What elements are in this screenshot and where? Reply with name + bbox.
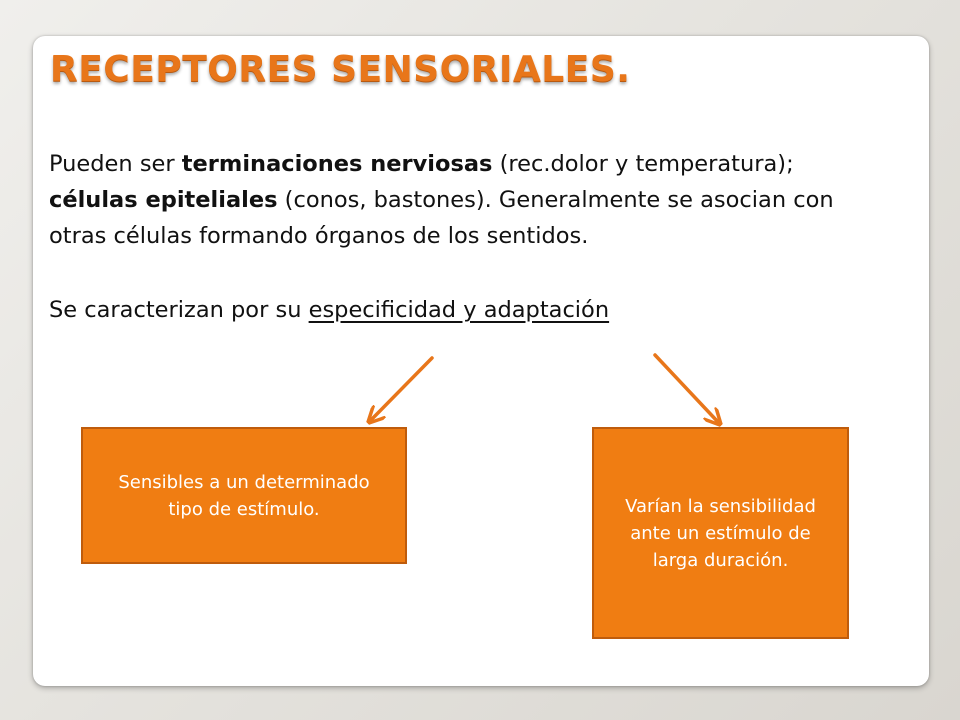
box-especificidad-text: Sensibles a un determinado tipo de estímulo. (118, 471, 370, 520)
paragraph-types (49, 146, 869, 254)
paragraph-characteristics (49, 292, 869, 328)
text-run: Pueden ser (49, 151, 182, 177)
text-run: Se caracterizan por su (49, 297, 309, 323)
box-adaptacion (592, 427, 849, 639)
slide-title: RECEPTORES SENSORIALES. (50, 49, 631, 90)
bold-term-celulas: células epiteliales (49, 187, 278, 213)
text-run: (rec.dolor y temperatura); (492, 151, 794, 177)
box-especificidad (81, 427, 407, 564)
box-adaptacion-text: Varían la sensibilidad ante un estímulo de larga duración. (625, 495, 816, 571)
paragraph-gap (49, 254, 869, 292)
slide-body (49, 146, 869, 328)
text-run: (conos, bastones). Generalmente se asocian con otras células formando órganos de los sentidos. (49, 187, 834, 249)
underlined-terms: especificidad y adaptación (308, 297, 610, 323)
bold-term-terminaciones: terminaciones nerviosas (181, 151, 493, 177)
